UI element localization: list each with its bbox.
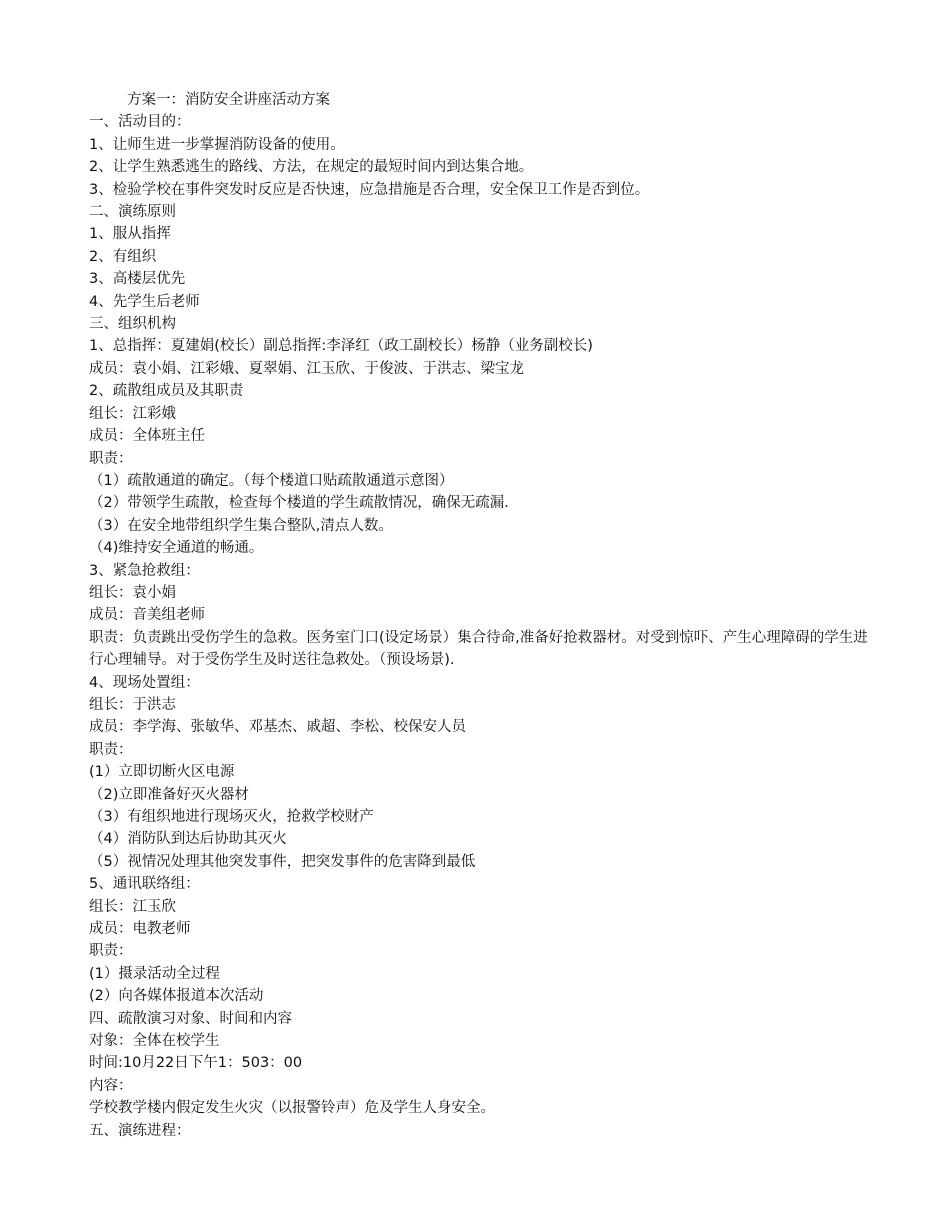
document-line: （2)立即准备好灭火器材 bbox=[89, 786, 249, 803]
document-line: 成员：袁小娟、江彩娥、夏翠娟、江玉欣、于俊波、于洪志、梁宝龙 bbox=[89, 360, 524, 377]
document-line: 一、活动目的： bbox=[89, 114, 191, 131]
document-line: 2、让学生熟悉逃生的路线、方法，在规定的最短时间内到达集合地。 bbox=[89, 159, 534, 176]
document-line: 组长：袁小娟 bbox=[89, 584, 176, 601]
document-line: (2）向各媒体报道本次活动 bbox=[89, 988, 264, 1005]
document-line: 四、疏散演习对象、时间和内容 bbox=[89, 1010, 292, 1027]
document-line: 组长：于洪志 bbox=[89, 696, 176, 713]
document-line: 组长：江彩娥 bbox=[89, 405, 176, 422]
document-line: 成员：全体班主任 bbox=[89, 428, 205, 445]
document-line: 1、总指挥：夏建娟(校长）副总指挥:李泽红（政工副校长）杨静（业务副校长) bbox=[89, 338, 593, 355]
document-line: （2）带领学生疏散，检查每个楼道的学生疏散情况，确保无疏漏. bbox=[89, 495, 509, 512]
document-page bbox=[89, 89, 879, 1142]
document-line: 五、演练进程： bbox=[89, 1122, 191, 1139]
document-line: 对象：全体在校学生 bbox=[89, 1033, 220, 1050]
document-line: 三、组织机构 bbox=[89, 316, 176, 333]
document-line: 组长：江玉欣 bbox=[89, 898, 176, 915]
document-line: (1）摄录活动全过程 bbox=[89, 965, 220, 982]
document-line: 二、演练原则 bbox=[89, 204, 176, 221]
document-line: 3、检验学校在事件突发时反应是否快速，应急措施是否合理，安全保卫工作是否到位。 bbox=[89, 181, 650, 198]
document-line: 成员：电教老师 bbox=[89, 921, 191, 938]
document-title: 方案一：消防安全讲座活动方案 bbox=[127, 92, 330, 108]
document-line: （5）视情况处理其他突发事件，把突发事件的危害降到最低 bbox=[89, 853, 476, 870]
document-line: 5、通讯联络组： bbox=[89, 876, 200, 893]
document-line: 1、让师生进一步掌握消防设备的使用。 bbox=[89, 136, 345, 153]
document-line: （3）在安全地带组织学生集合整队,清点人数。 bbox=[89, 517, 393, 534]
document-line: 4、现场处置组： bbox=[89, 674, 200, 691]
document-line: （4)维持安全通道的畅通。 bbox=[89, 540, 264, 557]
document-line: 2、有组织 bbox=[89, 248, 157, 265]
document-line: 成员：音美组老师 bbox=[89, 607, 205, 624]
document-line: 职责：负责跳出受伤学生的急救。医务室门口(设定场景）集合待命,准备好抢救器材。对受到惊吓、产生心理障碍的学生进行心理辅导。对于受伤学生及时送往急救处。（预设场景). bbox=[89, 629, 868, 669]
document-line: （1）疏散通道的确定。（每个楼道口贴疏散通道示意图） bbox=[89, 472, 454, 489]
document-line: （4）消防队到达后协助其灭火 bbox=[89, 831, 287, 848]
document-line: 职责： bbox=[89, 450, 133, 467]
document-line: 学校教学楼内假定发生火灾（以报警铃声）危及学生人身安全。 bbox=[89, 1100, 495, 1117]
document-line: （3）有组织地进行现场灭火，抢救学校财产 bbox=[89, 809, 374, 825]
document-body bbox=[89, 111, 879, 1142]
document-line: 职责： bbox=[89, 943, 133, 960]
document-line: 2、疏散组成员及其职责 bbox=[89, 383, 244, 400]
document-line: 3、紧急抢救组： bbox=[89, 562, 200, 579]
document-line: 3、高楼层优先 bbox=[89, 271, 186, 288]
document-line: 职责： bbox=[89, 741, 133, 758]
document-line: 成员：李学海、张敏华、邓基杰、戚超、李松、校保安人员 bbox=[89, 719, 466, 736]
document-line: (1）立即切断火区电源 bbox=[89, 764, 235, 781]
document-line: 4、先学生后老师 bbox=[89, 293, 200, 310]
document-line: 1、服从指挥 bbox=[89, 226, 171, 243]
document-line: 内容： bbox=[89, 1077, 133, 1094]
document-line: 时间:10月22日下午1：503：00 bbox=[89, 1055, 303, 1072]
